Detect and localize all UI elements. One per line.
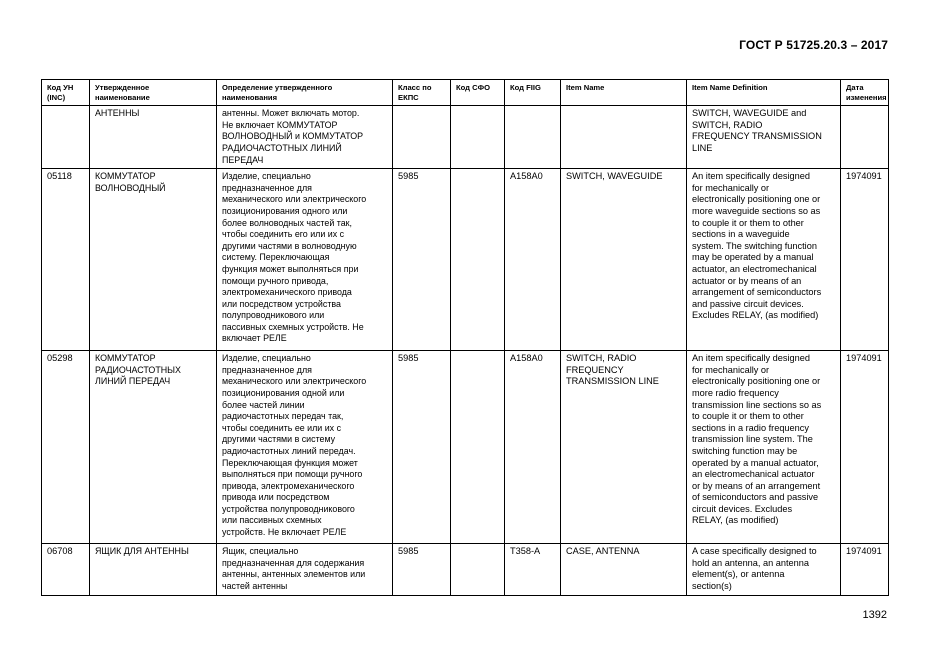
cell-ekps-class: 5985 <box>393 169 451 351</box>
cell-fiig-code <box>505 106 561 169</box>
cell-approved-name: КОММУТАТОР РАДИОЧАСТОТНЫХ ЛИНИЙ ПЕРЕДАЧ <box>90 351 217 544</box>
header-sfo-code: Код СФО <box>451 80 505 106</box>
cell-item-name-definition: An item specifically designed for mechanically or electronically positioning one or more radio frequency transmission line sections so as to couple it or them to other sections in a radio frequency transmission line system. The switching function may be operated by a manual actuator, an electromechanical actuator or by means of an arrangement of semiconductors and passive circuit devices. Excludes RELAY, (as modified) <box>687 351 841 544</box>
cell-approved-name: АНТЕННЫ <box>90 106 217 169</box>
header-approved-name: Утвержденное наименование <box>90 80 217 106</box>
cell-item-name-definition: A case specifically designed to hold an antenna, an antenna element(s), or antenna section(s) <box>687 544 841 596</box>
cell-ekps-class: 5985 <box>393 544 451 596</box>
table-header <box>42 80 889 106</box>
cell-definition: антенны. Может включать мотор. Не включает КОММУТАТОР ВОЛНОВОДНЫЙ и КОММУТАТОР РАДИОЧАСТОТНЫХ ЛИНИЙ ПЕРЕДАЧ <box>217 106 393 169</box>
cell-item-name: CASE, ANTENNA <box>561 544 687 596</box>
cell-ekps-class: 5985 <box>393 351 451 544</box>
document-standard-header: ГОСТ Р 51725.20.3 – 2017 <box>739 38 888 52</box>
cell-change-date: 1974091 <box>841 351 889 544</box>
cell-inc: 05118 <box>42 169 90 351</box>
table-row <box>42 544 889 596</box>
cell-item-name-definition: SWITCH, WAVEGUIDE and SWITCH, RADIO FREQUENCY TRANSMISSION LINE <box>687 106 841 169</box>
cell-definition: Изделие, специально предназначенное для механического или электрического позиционирования одного или более волноводных частей так, чтобы соединить его или их с другими частями в волноводную систему. Переключающая функция может выполняться при помощи ручного привода, электромеханического привода или посредством устройства полупроводникового или пассивных схемных устройств. Не включает РЕЛЕ <box>217 169 393 351</box>
table-row <box>42 106 889 169</box>
cell-change-date: 1974091 <box>841 544 889 596</box>
header-inc: Код УН (INC) <box>42 80 90 106</box>
cell-item-name: SWITCH, WAVEGUIDE <box>561 169 687 351</box>
cell-change-date <box>841 106 889 169</box>
cell-approved-name: ЯЩИК ДЛЯ АНТЕННЫ <box>90 544 217 596</box>
cell-fiig-code: T358-A <box>505 544 561 596</box>
header-row <box>42 80 889 106</box>
header-approved-name-definition: Определение утвержденного наименования <box>217 80 393 106</box>
cell-fiig-code: A158A0 <box>505 351 561 544</box>
cell-ekps-class <box>393 106 451 169</box>
header-fiig-code: Код FIIG <box>505 80 561 106</box>
cell-sfo-code <box>451 169 505 351</box>
cell-item-name-definition: An item specifically designed for mechanically or electronically positioning one or more waveguide sections so as to couple it or them to other sections in a waveguide system. The switching function may be operated by a manual actuator, an electromechanical actuator or by means of an arrangement of semiconductors and passive circuit devices. Excludes RELAY, (as modified) <box>687 169 841 351</box>
header-ekps-class: Класс по ЕКПС <box>393 80 451 106</box>
cell-item-name <box>561 106 687 169</box>
cell-sfo-code <box>451 106 505 169</box>
cell-fiig-code: A158A0 <box>505 169 561 351</box>
header-change-date: Дата изменения <box>841 80 889 106</box>
item-name-registry-table <box>41 79 889 596</box>
cell-sfo-code <box>451 544 505 596</box>
cell-inc: 06708 <box>42 544 90 596</box>
cell-change-date: 1974091 <box>841 169 889 351</box>
cell-definition: Ящик, специально предназначенная для содержания антенны, антенных элементов или частей антенны <box>217 544 393 596</box>
cell-definition: Изделие, специально предназначенное для механического или электрического позиционирования одной или более частей линии радиочастотных передач так, чтобы соединить ее или их с другими частями в систему радиочастотных линий передач. Переключающая функция может выполняться при помощи ручного привода, электромеханического привода или посредством устройства полупроводникового или пассивных схемных устройств. Не включает РЕЛЕ <box>217 351 393 544</box>
table-row <box>42 351 889 544</box>
table-body <box>42 106 889 596</box>
cell-sfo-code <box>451 351 505 544</box>
cell-inc <box>42 106 90 169</box>
header-item-name: Item Name <box>561 80 687 106</box>
cell-inc: 05298 <box>42 351 90 544</box>
cell-approved-name: КОММУТАТОР ВОЛНОВОДНЫЙ <box>90 169 217 351</box>
table-row <box>42 169 889 351</box>
page-number: 1392 <box>862 609 887 621</box>
header-item-name-definition: Item Name Definition <box>687 80 841 106</box>
cell-item-name: SWITCH, RADIO FREQUENCY TRANSMISSION LINE <box>561 351 687 544</box>
